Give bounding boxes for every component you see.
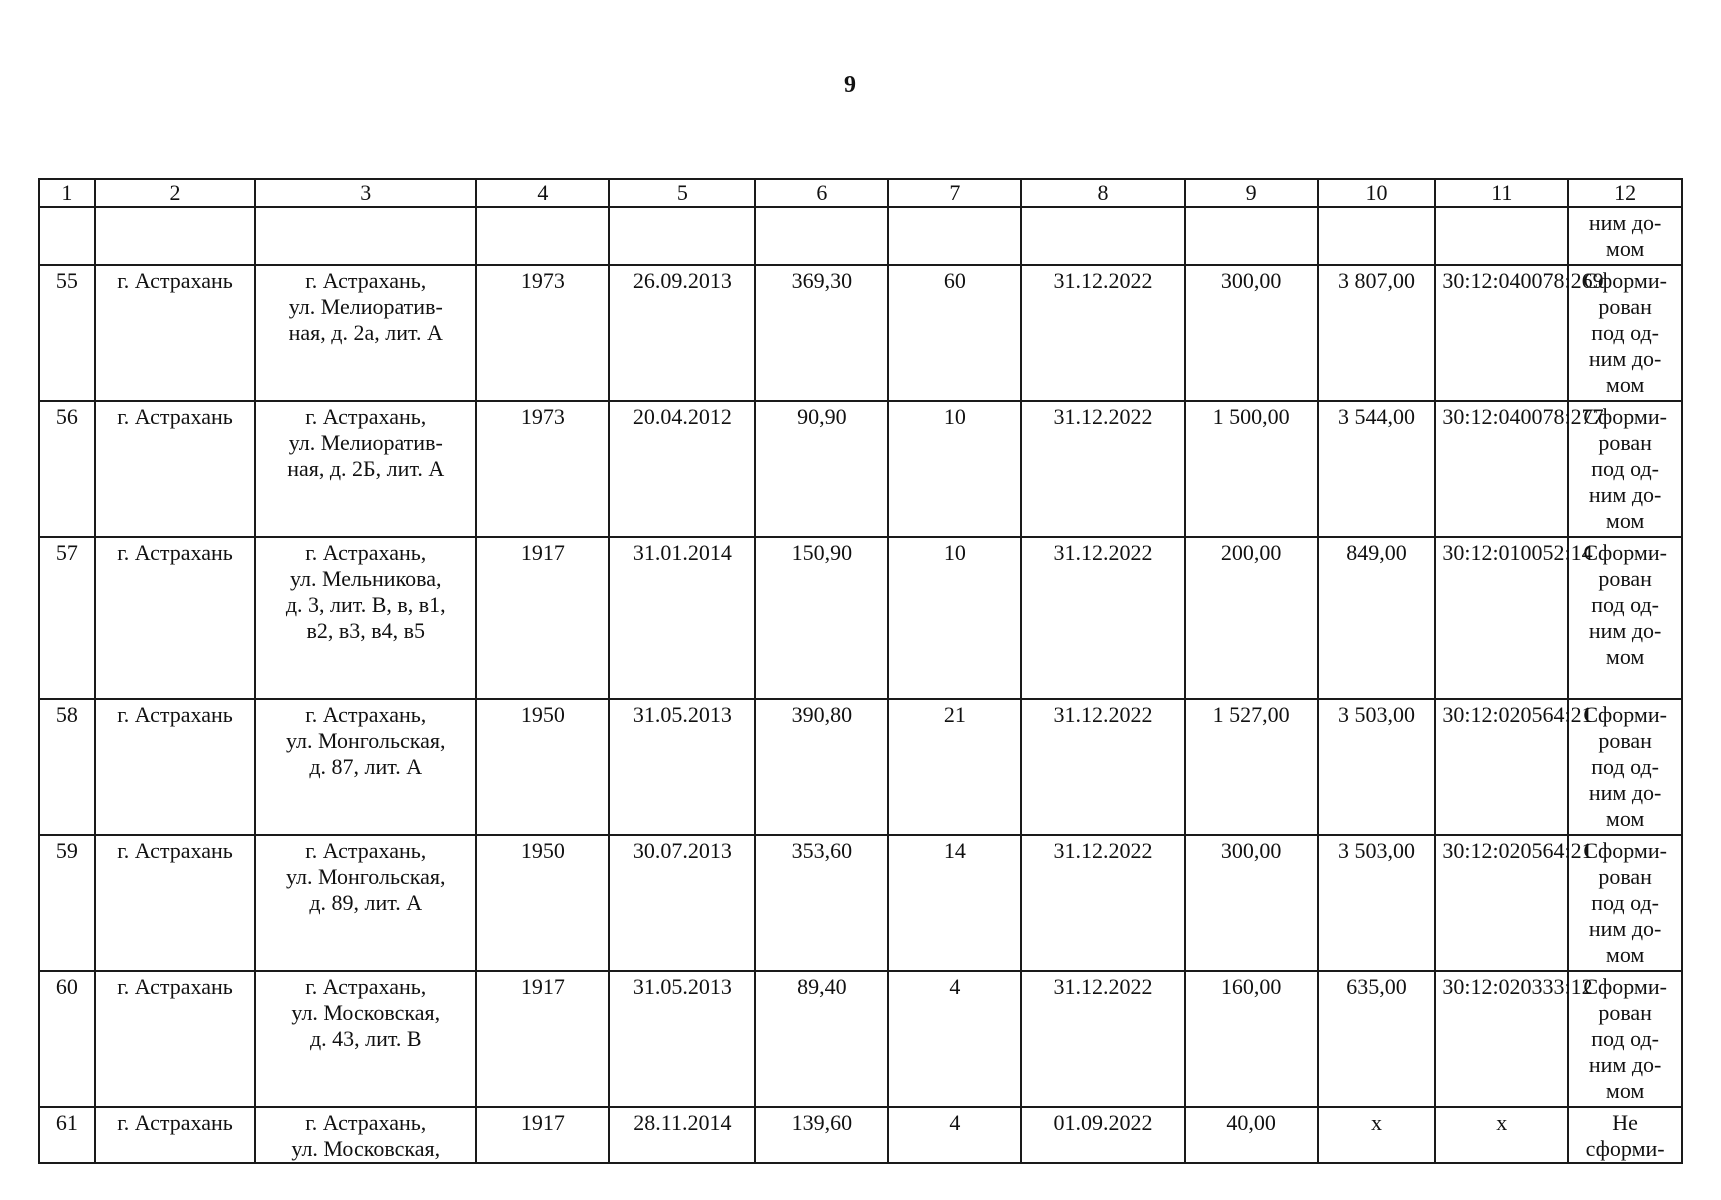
- land-status-line: мом: [1605, 372, 1645, 397]
- cell-row-number: 57: [39, 537, 95, 699]
- land-status-line: мом: [1605, 508, 1645, 533]
- status-line: ним до-: [1588, 210, 1662, 235]
- cell-land-status: [1568, 835, 1682, 971]
- land-status-line: ним до-: [1588, 482, 1662, 507]
- cell-row-number: 61: [39, 1107, 95, 1163]
- cell-date-recognized: 20.04.2012: [609, 401, 755, 537]
- table-body: [39, 207, 1682, 1163]
- cell-cost-value-b: 3 544,00: [1318, 401, 1436, 537]
- cell-land-status: [1568, 265, 1682, 401]
- land-status-line: рован: [1598, 430, 1652, 455]
- cell-municipality: г. Астрахань: [95, 699, 255, 835]
- address-line: д. 87, лит. А: [309, 754, 423, 779]
- cell-col-4: [476, 207, 609, 265]
- cell-municipality: г. Астрахань: [95, 1107, 255, 1163]
- cell-col-12-status: [1568, 207, 1682, 265]
- address-line: г. Астрахань,: [305, 1110, 427, 1135]
- address-line: в2, в3, в4, в5: [306, 618, 426, 643]
- column-number-header: 4: [476, 179, 609, 207]
- cell-cost-value-a: 40,00: [1185, 1107, 1318, 1163]
- column-number-header: 1: [39, 179, 95, 207]
- address-line: ная, д. 2Б, лит. А: [287, 456, 445, 481]
- address-line: г. Астрахань,: [305, 404, 427, 429]
- land-status-line: мом: [1605, 644, 1645, 669]
- address-line: г. Астрахань,: [305, 838, 427, 863]
- column-number-header: 3: [255, 179, 476, 207]
- land-status-line: под од-: [1591, 592, 1659, 617]
- column-number-header-row: [39, 179, 1682, 207]
- continuation-row: [39, 207, 1682, 265]
- land-status-line: рован: [1598, 294, 1652, 319]
- cell-cost-value-b: 635,00: [1318, 971, 1436, 1107]
- cell-row-number: 60: [39, 971, 95, 1107]
- land-status-line: рован: [1598, 566, 1652, 591]
- cell-col-8: [1021, 207, 1184, 265]
- table-row: [39, 401, 1682, 537]
- cell-area: 89,40: [755, 971, 888, 1107]
- address-line: г. Астрахань,: [305, 540, 427, 565]
- land-status-line: под од-: [1591, 456, 1659, 481]
- land-status-line: под од-: [1591, 754, 1659, 779]
- land-status-line: ним до-: [1588, 916, 1662, 941]
- cell-residents-count: 4: [888, 1107, 1021, 1163]
- cell-address: [255, 971, 476, 1107]
- land-status-line: под од-: [1591, 1026, 1659, 1051]
- address-line: ул. Мелиоратив-: [288, 294, 443, 319]
- cell-area: 139,60: [755, 1107, 888, 1163]
- cell-date-recognized: 31.01.2014: [609, 537, 755, 699]
- address-line: ул. Московская,: [291, 1136, 441, 1161]
- address-line: г. Астрахань,: [305, 702, 427, 727]
- address-line: ул. Мельникова,: [289, 566, 442, 591]
- cell-area: 90,90: [755, 401, 888, 537]
- address-line: д. 3, лит. В, в, в1,: [285, 592, 446, 617]
- land-status-line: под од-: [1591, 320, 1659, 345]
- column-number-header: 10: [1318, 179, 1436, 207]
- cell-area: 390,80: [755, 699, 888, 835]
- cell-cost-value-b: 3 503,00: [1318, 835, 1436, 971]
- cell-year-built: 1917: [476, 537, 609, 699]
- cell-planned-date: 31.12.2022: [1021, 971, 1184, 1107]
- cell-planned-date: 31.12.2022: [1021, 537, 1184, 699]
- column-number-header: 6: [755, 179, 888, 207]
- address-line: г. Астрахань,: [305, 268, 427, 293]
- cell-cadastral-number: x: [1435, 1107, 1568, 1163]
- table-row: [39, 835, 1682, 971]
- cell-residents-count: 14: [888, 835, 1021, 971]
- cell-cadastral-number: 30:12:020564:21: [1435, 699, 1568, 835]
- cell-date-recognized: 26.09.2013: [609, 265, 755, 401]
- cell-date-recognized: 28.11.2014: [609, 1107, 755, 1163]
- cell-cost-value-a: 1 500,00: [1185, 401, 1318, 537]
- page-number: 9: [844, 72, 856, 98]
- cell-cost-value-b: 849,00: [1318, 537, 1436, 699]
- cell-row-number: 56: [39, 401, 95, 537]
- table-row: [39, 1107, 1682, 1163]
- cell-address: [255, 537, 476, 699]
- cell-address: [255, 699, 476, 835]
- table-row: [39, 971, 1682, 1107]
- cell-land-status: [1568, 1107, 1682, 1163]
- cell-date-recognized: 30.07.2013: [609, 835, 755, 971]
- cell-cadastral-number: 30:12:020564:21: [1435, 835, 1568, 971]
- cell-col-2: [95, 207, 255, 265]
- land-status-line: ним до-: [1588, 346, 1662, 371]
- cell-address: [255, 1107, 476, 1163]
- table-row: [39, 699, 1682, 835]
- cell-municipality: г. Астрахань: [95, 971, 255, 1107]
- cell-area: 353,60: [755, 835, 888, 971]
- cell-col-10: [1318, 207, 1436, 265]
- cell-col-11: [1435, 207, 1568, 265]
- cell-cost-value-b: x: [1318, 1107, 1436, 1163]
- address-line: ул. Московская,: [291, 1000, 441, 1025]
- land-status-line: мом: [1605, 942, 1645, 967]
- cell-cost-value-a: 160,00: [1185, 971, 1318, 1107]
- status-line: мом: [1605, 236, 1645, 261]
- cell-municipality: г. Астрахань: [95, 537, 255, 699]
- column-number-header: 12: [1568, 179, 1682, 207]
- land-status-line: Сформи-: [1583, 404, 1667, 429]
- cell-cost-value-a: 1 527,00: [1185, 699, 1318, 835]
- cell-year-built: 1973: [476, 265, 609, 401]
- cell-cost-value-a: 300,00: [1185, 265, 1318, 401]
- column-number-header: 8: [1021, 179, 1184, 207]
- land-status-line: рован: [1598, 728, 1652, 753]
- cell-planned-date: 01.09.2022: [1021, 1107, 1184, 1163]
- cell-col-1: [39, 207, 95, 265]
- land-status-line: Не: [1612, 1110, 1638, 1135]
- cell-land-status: [1568, 971, 1682, 1107]
- cell-cadastral-number: 30:12:040078:269: [1435, 265, 1568, 401]
- cell-row-number: 55: [39, 265, 95, 401]
- cell-address: [255, 401, 476, 537]
- cell-residents-count: 4: [888, 971, 1021, 1107]
- cell-planned-date: 31.12.2022: [1021, 265, 1184, 401]
- cell-cadastral-number: 30:12:040078:277: [1435, 401, 1568, 537]
- cell-year-built: 1973: [476, 401, 609, 537]
- address-line: г. Астрахань,: [305, 974, 427, 999]
- column-number-header: 5: [609, 179, 755, 207]
- cell-col-5: [609, 207, 755, 265]
- cell-row-number: 58: [39, 699, 95, 835]
- address-line: ная, д. 2а, лит. А: [288, 320, 443, 345]
- column-number-header: 7: [888, 179, 1021, 207]
- land-status-line: ним до-: [1588, 1052, 1662, 1077]
- cell-row-number: 59: [39, 835, 95, 971]
- cell-col-3: [255, 207, 476, 265]
- cell-address: [255, 265, 476, 401]
- cell-year-built: 1917: [476, 971, 609, 1107]
- cell-date-recognized: 31.05.2013: [609, 971, 755, 1107]
- land-status-line: Сформи-: [1583, 268, 1667, 293]
- cell-col-6: [755, 207, 888, 265]
- cell-land-status: [1568, 537, 1682, 699]
- cell-date-recognized: 31.05.2013: [609, 699, 755, 835]
- land-status-line: мом: [1605, 806, 1645, 831]
- cell-col-7: [888, 207, 1021, 265]
- land-status-line: Сформи-: [1583, 702, 1667, 727]
- land-status-line: под од-: [1591, 890, 1659, 915]
- land-status-line: ним до-: [1588, 780, 1662, 805]
- column-number-header: 11: [1435, 179, 1568, 207]
- address-line: д. 89, лит. А: [309, 890, 423, 915]
- land-status-line: рован: [1598, 1000, 1652, 1025]
- cell-area: 150,90: [755, 537, 888, 699]
- cell-residents-count: 10: [888, 401, 1021, 537]
- cell-residents-count: 10: [888, 537, 1021, 699]
- cell-address: [255, 835, 476, 971]
- cell-cadastral-number: 30:12:010052:14: [1435, 537, 1568, 699]
- cell-municipality: г. Астрахань: [95, 401, 255, 537]
- land-status-line: Сформи-: [1583, 974, 1667, 999]
- cell-planned-date: 31.12.2022: [1021, 835, 1184, 971]
- table-row: [39, 265, 1682, 401]
- cell-residents-count: 21: [888, 699, 1021, 835]
- cell-planned-date: 31.12.2022: [1021, 699, 1184, 835]
- column-number-header: 2: [95, 179, 255, 207]
- land-status-line: Сформи-: [1583, 838, 1667, 863]
- cell-cost-value-b: 3 807,00: [1318, 265, 1436, 401]
- cell-land-status: [1568, 401, 1682, 537]
- land-status-line: ним до-: [1588, 618, 1662, 643]
- land-status-line: сформи-: [1585, 1136, 1665, 1161]
- cell-area: 369,30: [755, 265, 888, 401]
- address-line: ул. Мелиоратив-: [288, 430, 443, 455]
- cell-municipality: г. Астрахань: [95, 835, 255, 971]
- cell-cost-value-a: 200,00: [1185, 537, 1318, 699]
- cell-cost-value-b: 3 503,00: [1318, 699, 1436, 835]
- table-row: [39, 537, 1682, 699]
- address-line: ул. Монгольская,: [286, 864, 446, 889]
- cell-cadastral-number: 30:12:020333:12: [1435, 971, 1568, 1107]
- land-status-line: мом: [1605, 1078, 1645, 1103]
- housing-registry-table: [38, 178, 1683, 1164]
- cell-year-built: 1950: [476, 699, 609, 835]
- cell-col-9: [1185, 207, 1318, 265]
- column-number-header: 9: [1185, 179, 1318, 207]
- address-line: ул. Монгольская,: [286, 728, 446, 753]
- address-line: д. 43, лит. В: [309, 1026, 422, 1051]
- cell-year-built: 1950: [476, 835, 609, 971]
- cell-land-status: [1568, 699, 1682, 835]
- cell-residents-count: 60: [888, 265, 1021, 401]
- cell-year-built: 1917: [476, 1107, 609, 1163]
- land-status-line: рован: [1598, 864, 1652, 889]
- cell-planned-date: 31.12.2022: [1021, 401, 1184, 537]
- cell-municipality: г. Астрахань: [95, 265, 255, 401]
- cell-cost-value-a: 300,00: [1185, 835, 1318, 971]
- land-status-line: Сформи-: [1583, 540, 1667, 565]
